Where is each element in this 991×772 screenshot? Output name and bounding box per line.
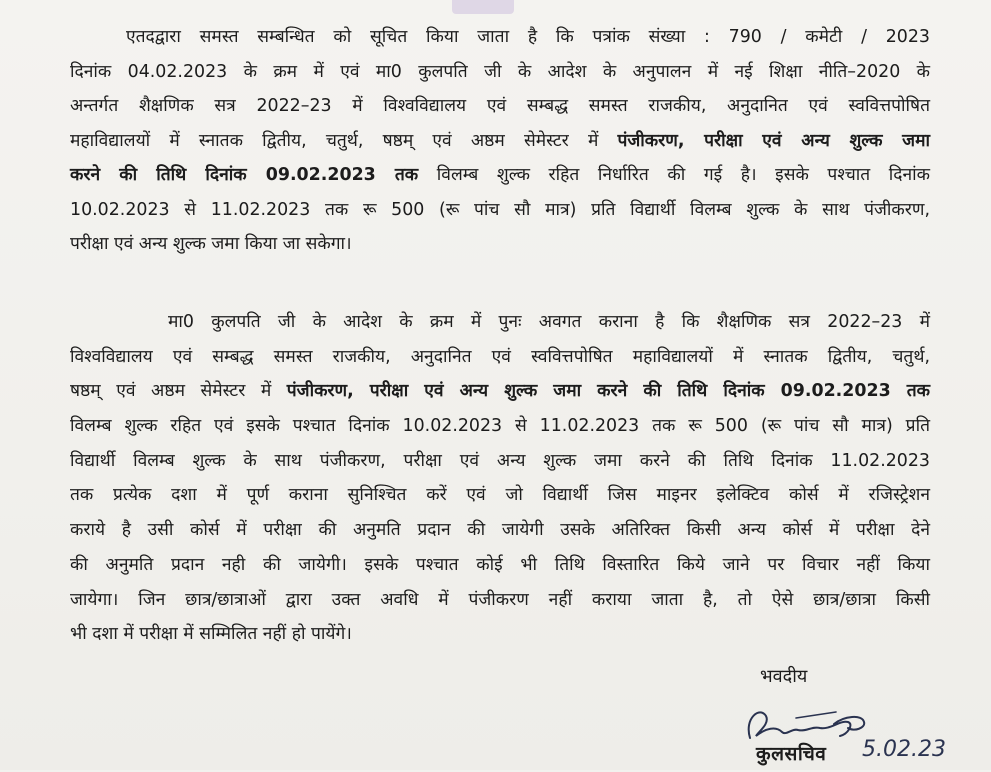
- text-run: विलम्ब शुल्क रहित निर्धारित की गई है। इसके पश्चात दिनांक: [418, 165, 930, 185]
- text-line: [70, 200, 930, 220]
- text-run: महाविद्यालयों में स्नातक द्वितीय, चतुर्थ, षष्ठम् एवं अष्ठम सेमेस्टर में: [70, 130, 618, 151]
- text-line: [70, 416, 930, 436]
- text-line: [70, 520, 930, 540]
- text-line: [70, 312, 930, 332]
- paper-mark: [452, 0, 514, 14]
- bold-text: पंजीकरण, परीक्षा एवं अन्य शुल्क जमा: [617, 130, 930, 151]
- text-run: 10.02.2023 से 11.02.2023 तक रू 500 (रू पांच सौ मात्र) प्रति विद्यार्थी विलम्ब शुल्क के साथ पंजीकरण,: [70, 199, 930, 220]
- paragraph-1: [70, 27, 930, 254]
- signatory-title: कुलसचिव: [756, 743, 827, 765]
- text-line: [70, 624, 930, 644]
- text-line: [70, 555, 930, 575]
- text-line: [70, 485, 930, 505]
- text-run: विश्वविद्यालय एवं सम्बद्ध समस्त राजकीय, अनुदानित एवं स्ववित्तपोषित महाविद्यालयों में स्नातक द्वितीय, चतुर्थ,: [70, 346, 930, 367]
- bold-text: पंजीकरण, परीक्षा एवं अन्य शुल्क जमा करने की तिथि दिनांक 09.02.2023 तक: [286, 381, 930, 402]
- text-run: विलम्ब शुल्क रहित एवं इसके पश्चात दिनांक 10.02.2023 से 11.02.2023 तक रू 500 (रू पांच सौ मात्र) प्रति: [70, 416, 930, 437]
- text-line: [70, 347, 930, 367]
- paragraph-2: [70, 312, 930, 644]
- text-run: की अनुमति प्रदान नही की जायेगी। इसके पश्चात कोई भी तिथि विस्तारित किये जाने पर विचार नहीं किया: [70, 554, 930, 575]
- text-line: [70, 234, 930, 254]
- text-line: [70, 165, 930, 185]
- text-line: [70, 131, 930, 151]
- closing-text: भवदीय: [760, 666, 808, 687]
- text-run: विद्यार्थी विलम्ब शुल्क के साथ पंजीकरण, परीक्षा एवं अन्य शुल्क जमा करने की तिथि दिनांक 11.02.2023: [70, 450, 930, 471]
- text-run: भी दशा में परीक्षा में सम्मिलित नहीं हो पायेंगे।: [70, 624, 352, 645]
- bold-text: करने की तिथि दिनांक 09.02.2023 तक: [70, 165, 419, 185]
- text-run: जायेगा। जिन छात्र/छात्राओं द्वारा उक्त अवधि में पंजीकरण नहीं कराया जाता है, तो ऐसे छात्र/छात्रा किसी: [70, 589, 930, 610]
- text-line: [70, 62, 930, 82]
- text-line: [70, 27, 930, 47]
- text-run: मा0 कुलपति जी के आदेश के क्रम में पुनः अवगत कराना है कि शैक्षणिक सत्र 2022–23 में: [168, 312, 930, 332]
- text-run: षष्ठम् एवं अष्ठम सेमेस्टर में: [70, 381, 287, 402]
- signature-date: 5.02.23: [862, 737, 946, 762]
- text-run: अन्तर्गत शैक्षणिक सत्र 2022–23 में विश्वविद्यालय एवं सम्बद्ध समस्त राजकीय, अनुदानित एवं स्ववित्तपोषित: [70, 96, 930, 116]
- text-run: एतदद्वारा समस्त सम्बन्धित को सूचित किया जाता है कि पत्रांक संख्या : 790 / कमेटी / 2023: [126, 27, 930, 47]
- text-run: दिनांक 04.02.2023 के क्रम में एवं मा0 कुलपति जी के आदेश के अनुपालन में नई शिक्षा नीति–2020 के: [70, 61, 930, 82]
- text-run: परीक्षा एवं अन्य शुल्क जमा किया जा सकेगा।: [70, 234, 352, 254]
- text-line: [70, 381, 930, 401]
- text-run: तक प्रत्येक दशा में पूर्ण कराना सुनिश्चित करें एवं जो विद्यार्थी जिस माइनर इलेक्टिव कोर्स में रजिस्ट्रेशन: [70, 485, 930, 506]
- text-line: [70, 451, 930, 471]
- text-line: [70, 96, 930, 116]
- text-line: [70, 590, 930, 610]
- text-run: कराये है उसी कोर्स में परीक्षा की अनुमति प्रदान की जायेगी उसके अतिरिक्त किसी अन्य कोर्स में परीक्षा देने: [70, 520, 930, 541]
